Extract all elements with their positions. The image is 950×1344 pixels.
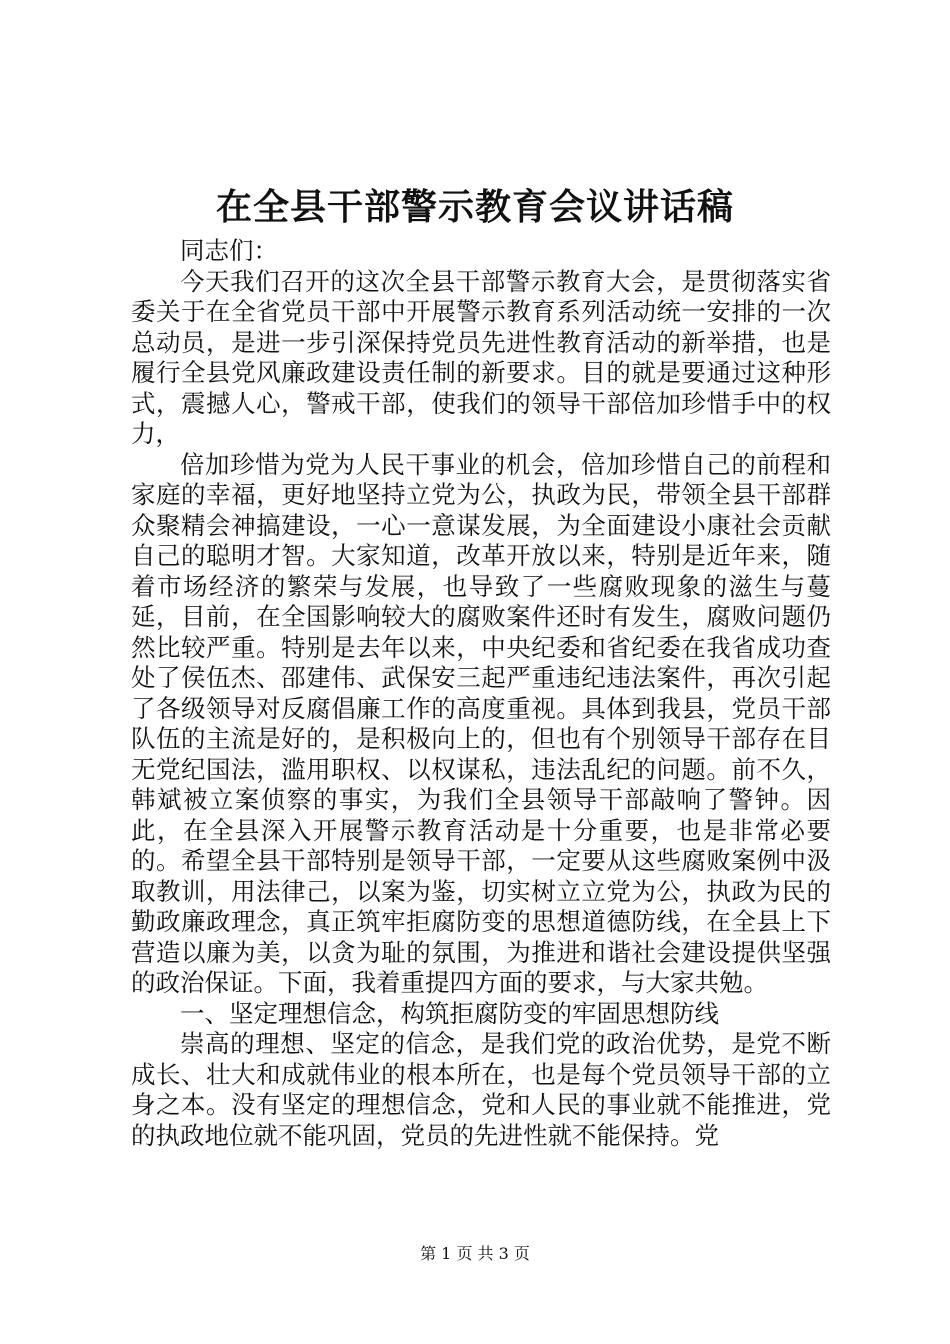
page-footer: 第 1 页 共 3 页 [420,1244,530,1263]
section-heading: 一、坚定理想信念，构筑拒腐防变的牢固思想防线 [180,998,719,1028]
salutation: 同志们： [180,236,278,265]
paragraph-1: 今天我们召开的这次全县干部警示教育大会，是贯彻落实省委关于在全省党员干部中开展警示教育系列活动统一安排的一次总动员，是进一步引深保持党员先进性教育活动的新举措，也是履行全县党风廉政建设责任制的新要求。目的就是要通过这种形式，震撼人心，警戒干部，使我们的领导干部倍加珍惜手中的权力， [131,266,831,448]
paragraph-3: 崇高的理想、坚定的信念，是我们党的政治优势，是党不断成长、壮大和成就伟业的根本所在，也是每个党员领导干部的立身之本。没有坚定的理想信念，党和人民的事业就不能推进，党的执政地位就不能巩固，党员的先进性就不能保持。党 [131,1029,831,1150]
document-body [131,236,831,1151]
paragraph-2: 倍加珍惜为党为人民干事业的机会，倍加珍惜自己的前程和家庭的幸福，更好地坚持立党为公，执政为民，带领全县干部群众聚精会神搞建设，一心一意谋发展，为全面建设小康社会贡献自己的聪明才智。大家知道，改革开放以来，特别是近年来，随着市场经济的繁荣与发展，也导致了一些腐败现象的滋生与蔓延，目前，在全国影响较大的腐败案件还时有发生，腐败问题仍然比较严重。特别是去年以来，中央纪委和省纪委在我省成功查处了侯伍杰、邵建伟、武保安三起严重违纪违法案件，再次引起了各级领导对反腐倡廉工作的高度重视。具体到我县，党员干部队伍的主流是好的，是积极向上的，但也有个别领导干部存在目无党纪国法，滥用职权、以权谋私，违法乱纪的问题。前不久，韩斌被立案侦察的事实，为我们全县领导干部敲响了警钟。因此，在全县深入开展警示教育活动是十分重要，也是非常必要的。希望全县干部特别是领导干部，一定要从这些腐败案例中汲取教训，用法律己，以案为鉴，切实树立立党为公，执政为民的勤政廉政理念，真正筑牢拒腐防变的思想道德防线，在全县上下营造以廉为美，以贪为耻的氛围，为推进和谐社会建设提供坚强的政治保证。下面，我着重提四方面的要求，与大家共勉。 [131,449,831,997]
document-title: 在全县干部警示教育会议讲话稿 [215,187,734,228]
